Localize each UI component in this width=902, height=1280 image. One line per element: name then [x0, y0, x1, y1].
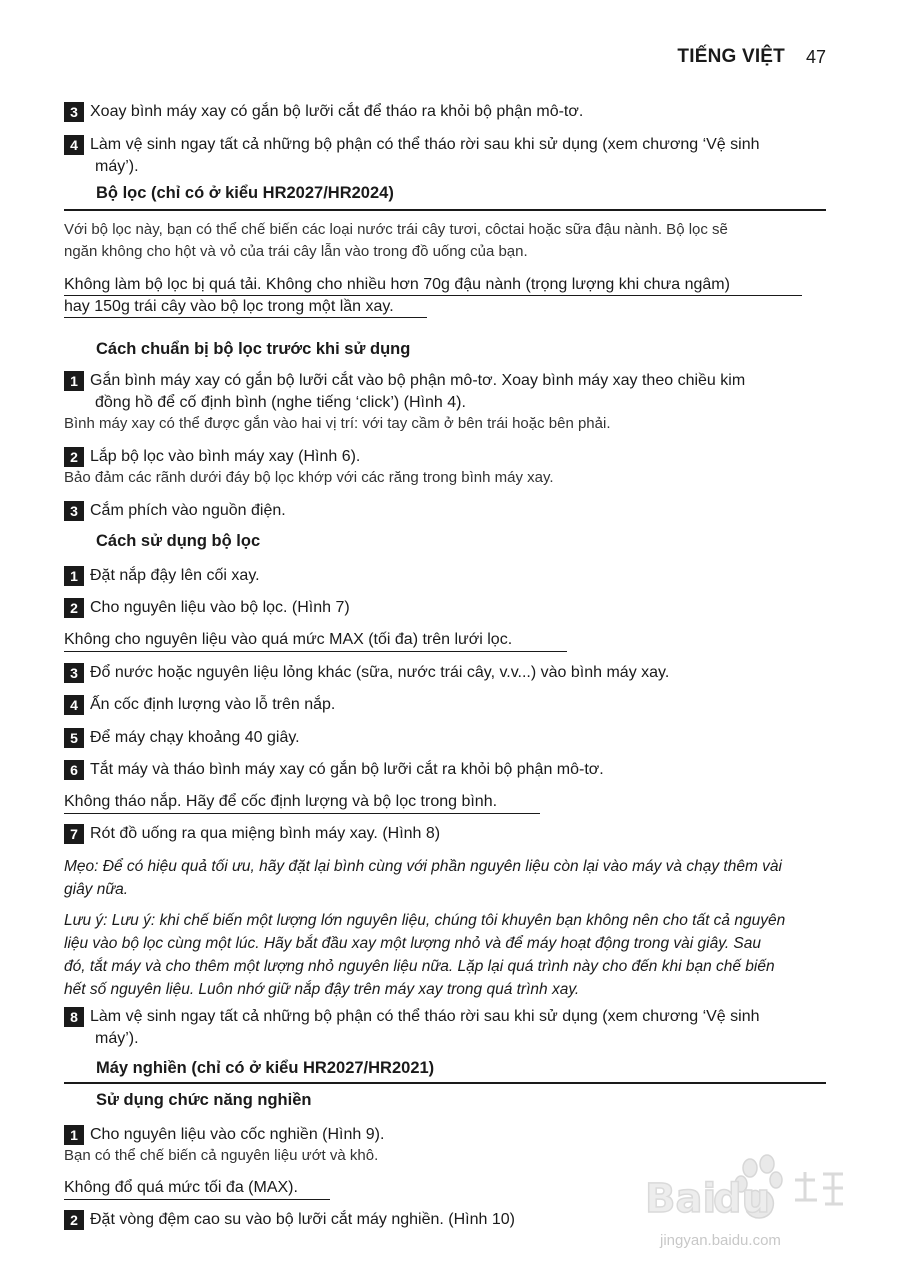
step-text: Đặt nắp đậy lên cối xay. — [90, 567, 260, 584]
warning-underline — [64, 813, 540, 814]
grinder-step-1 — [64, 1124, 826, 1146]
warning-underline — [64, 317, 427, 318]
step-number: 1 — [64, 566, 84, 586]
step-number: 5 — [64, 728, 84, 748]
section-divider — [64, 209, 826, 211]
note-line4: hết số nguyên liệu. Luôn nhớ giữ nắp đậy trên máy xay trong quá trình xay. — [64, 981, 580, 998]
step-text: Đặt vòng đệm cao su vào bộ lưỡi cắt máy nghiền. (Hình 10) — [90, 1211, 515, 1228]
use-warning-max: Không cho nguyên liệu vào quá mức MAX (tối đa) trên lưới lọc. — [64, 631, 513, 648]
use-warning-lid: Không tháo nắp. Hãy để cốc định lượng và bộ lọc trong bình. — [64, 793, 498, 810]
use-step-2 — [64, 597, 826, 619]
use-step-8 — [64, 1006, 826, 1050]
step-text: Cắm phích vào nguồn điện. — [90, 502, 286, 519]
grinder-warning-max: Không đổ quá mức tối đa (MAX). — [64, 1179, 298, 1196]
prep-step-1 — [64, 370, 826, 414]
section-divider — [64, 1082, 826, 1084]
step-text: Ấn cốc định lượng vào lỗ trên nắp. — [90, 696, 336, 713]
warning-underline — [64, 651, 567, 652]
step-number: 6 — [64, 760, 84, 780]
step-number: 4 — [64, 695, 84, 715]
warning-underline — [64, 1199, 330, 1200]
step-text: Đổ nước hoặc nguyên liệu lỏng khác (sữa, nước trái cây, v.v...) vào bình máy xay. — [90, 664, 670, 681]
watermark-url: jingyan.baidu.com — [660, 1232, 781, 1249]
use-step-4 — [64, 694, 826, 716]
filter-intro-line1: Với bộ lọc này, bạn có thể chế biến các loại nước trái cây tươi, côctai hoặc sữa đậu nành. Bộ lọc sẽ — [64, 221, 728, 238]
step-text-line2: máy’). — [95, 158, 139, 175]
use-step-5 — [64, 727, 826, 749]
section-title-preparation: Cách chuẩn bị bộ lọc trước khi sử dụng — [96, 340, 411, 358]
note-line1: Lưu ý: Lưu ý: khi chế biến một lượng lớn nguyên liệu, chúng tôi khuyên bạn không nên cho tất cả nguyên — [64, 912, 786, 929]
step-number: 2 — [64, 447, 84, 467]
step-text-line2: máy’). — [95, 1030, 139, 1047]
step-text: Lắp bộ lọc vào bình máy xay (Hình 6). — [90, 448, 361, 465]
svg-text:Bai: Bai — [645, 1176, 717, 1222]
section-title-grinder: Máy nghiền (chỉ có ở kiểu HR2027/HR2021) — [96, 1059, 435, 1077]
page-number: 47 — [805, 47, 826, 67]
step-text: Rót đồ uống ra qua miệng bình máy xay. (Hình 8) — [90, 825, 441, 842]
step-text-line1: Làm vệ sinh ngay tất cả những bộ phận có thể tháo rời sau khi sử dụng (xem chương ‘Vệ sinh — [90, 1008, 760, 1025]
step-number: 3 — [64, 102, 84, 122]
step-number: 3 — [64, 663, 84, 683]
filter-warning-line1: Không làm bộ lọc bị quá tải. Không cho nhiều hơn 70g đậu nành (trọng lượng khi chưa ngâm) — [64, 276, 730, 293]
step-text: Cho nguyên liệu vào bộ lọc. (Hình 7) — [90, 599, 350, 616]
step-text: Xoay bình máy xay có gắn bộ lưỡi cắt để tháo ra khỏi bộ phận mô-tơ. — [90, 103, 584, 120]
step-3-rotate-jar — [64, 101, 826, 123]
section-title-use-filter: Cách sử dụng bộ lọc — [96, 532, 261, 550]
note-line3: đó, tắt máy và cho thêm một lượng nhỏ nguyên liệu nữa. Lặp lại quá trình này cho đến khi bạn chế biến — [64, 958, 775, 975]
page-header-title: TIẾNG VIỆT — [677, 46, 785, 67]
step-number: 8 — [64, 1007, 84, 1027]
subsection-title-grinding: Sử dụng chức năng nghiền — [96, 1091, 312, 1109]
prep-step-3 — [64, 500, 826, 522]
use-step-7 — [64, 823, 826, 845]
step-text-line1: Gắn bình máy xay có gắn bộ lưỡi cắt vào bộ phận mô-tơ. Xoay bình máy xay theo chiều kim — [90, 372, 746, 389]
step-text: Cho nguyên liệu vào cốc nghiền (Hình 9). — [90, 1126, 385, 1143]
use-step-3 — [64, 662, 826, 684]
step-number: 1 — [64, 1125, 84, 1145]
svg-text:du: du — [713, 1176, 771, 1222]
use-step-6 — [64, 759, 826, 781]
use-step-1 — [64, 565, 826, 587]
step-number: 3 — [64, 501, 84, 521]
tip-line2: giây nữa. — [64, 881, 129, 898]
step-text-line2: đồng hồ để cố định bình (nghe tiếng ‘click’) (Hình 4). — [95, 394, 466, 411]
prep-step-1-note: Bình máy xay có thể được gắn vào hai vị trí: với tay cầm ở bên trái hoặc bên phải. — [64, 415, 611, 432]
filter-warning-line2: hay 150g trái cây vào bộ lọc trong một lần xay. — [64, 298, 394, 315]
step-number: 2 — [64, 1210, 84, 1230]
note-line2: liệu vào bộ lọc cùng một lúc. Hãy bắt đầu xay một lượng nhỏ và để máy hoạt động trong vài giây. Sau — [64, 935, 762, 952]
prep-step-2 — [64, 446, 826, 468]
step-number: 1 — [64, 371, 84, 391]
step-4-clean-parts — [64, 134, 826, 178]
step-text: Tắt máy và tháo bình máy xay có gắn bộ lưỡi cắt ra khỏi bộ phận mô-tơ. — [90, 761, 604, 778]
filter-intro-line2: ngăn không cho hột và vỏ của trái cây lẫn vào trong đồ uống của bạn. — [64, 243, 528, 260]
step-number: 4 — [64, 135, 84, 155]
prep-step-2-note: Bảo đảm các rãnh dưới đáy bộ lọc khớp với các răng trong bình máy xay. — [64, 469, 554, 486]
step-text: Để máy chạy khoảng 40 giây. — [90, 729, 300, 746]
section-title-filter: Bộ lọc (chỉ có ở kiểu HR2027/HR2024) — [96, 184, 394, 202]
step-number: 7 — [64, 824, 84, 844]
step-number: 2 — [64, 598, 84, 618]
step-text-line1: Làm vệ sinh ngay tất cả những bộ phận có thể tháo rời sau khi sử dụng (xem chương ‘Vệ sinh — [90, 136, 760, 153]
grinder-step-1-note: Bạn có thể chế biến cả nguyên liệu ướt và khô. — [64, 1147, 379, 1164]
tip-line1: Mẹo: Để có hiệu quả tối ưu, hãy đặt lại bình cùng với phần nguyên liệu còn lại vào máy và chạy thêm vài — [64, 858, 782, 875]
